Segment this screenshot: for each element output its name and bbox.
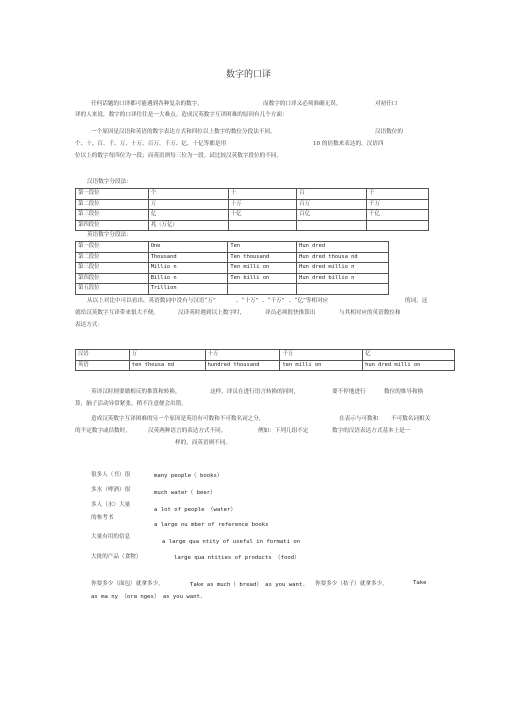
- page-title: 数字的口译: [226, 70, 272, 80]
- compare-line-1b: 、“十万”: [236, 298, 259, 304]
- para2-line-4a: 的不定数字或估数时，: [75, 428, 131, 434]
- example-cn-1: 很多人（书）很: [91, 472, 131, 478]
- compare-line-1e: 的词，这: [405, 298, 428, 304]
- example-en-3: a lot of people （water）: [154, 507, 236, 513]
- final-line-1d: Take: [413, 580, 427, 586]
- intro-line-1c: 对初任口: [375, 101, 398, 107]
- para2-line-1b: 这样，译员在进行语言转换的同时，: [210, 389, 300, 395]
- compare-line-2b: 汉译英时遇到以上数字时，: [178, 310, 246, 316]
- en-segment-table: [75, 241, 389, 295]
- intro-line-3b: 汉语数位的: [375, 129, 403, 135]
- intro-line-3a: 一个原因是汉语和英语的数字表达方式和四位以上数字的数位分段法不同。: [91, 129, 276, 135]
- table-row: 第四段位 兆（万亿）: [76, 220, 429, 231]
- compare-line-2c: 译员必须很快推算出: [265, 310, 316, 316]
- table-row: 第三段位 Millio n Ten milli on Hun dred millio n: [76, 263, 389, 274]
- example-cn-4: 的参考书: [91, 515, 114, 521]
- para2-line-3a: 造成汉英数字互译困难的另一个原因是英语有可数和不可数名词之分，: [91, 416, 265, 422]
- para2-line-2: 算，脑子活动异常紧张，稍不注意便会出错。: [75, 401, 187, 407]
- compare-line-1c: 、“千万”: [262, 298, 285, 304]
- example-en-4: a large nu mber of reference books: [154, 522, 269, 528]
- para2-line-4d: 数字的汉语表达方式基本上是一: [332, 428, 411, 434]
- compare-line-3: 表达方式：: [75, 322, 103, 328]
- final-line-2: as ma ny （ora nges） as you want.: [91, 594, 204, 600]
- para2-line-1d: 数位的推导和换: [384, 389, 424, 395]
- intro-line-4b: 10 的倍数来表达的。汉语四: [313, 141, 384, 147]
- compare-line-1d: 、“亿”等相对应: [289, 298, 329, 304]
- intro-line-4a: 个、十、百、千、万、十万、百万、千万、亿、十亿等都是用: [75, 141, 227, 147]
- example-cn-6: 大批的产品（食物）: [91, 554, 142, 560]
- example-en-5: a large qua ntity of useful in formati on: [162, 539, 301, 545]
- para2-line-3b: 在表示与可数和: [339, 416, 379, 422]
- intro-line-1a: 任何话题的口译都可能遇到各种复杂的数字。: [91, 101, 203, 107]
- final-line-1c: 你要多少（桔子）就拿多少。: [315, 581, 388, 587]
- intro-line-2: 译的人来说，数字的口译往往是一大难点。造成汉英数字互译困难的原因有几个方面：: [75, 112, 288, 118]
- table-row: 第三段位 亿 十亿 百亿 千亿: [76, 210, 429, 221]
- para2-line-4c: 例如：下列几组不定: [258, 428, 309, 434]
- table-row: 第一段位 One Ten Hun dred: [76, 242, 389, 253]
- table-row: 第四段位 Billio n Ten billi on Hun dred billio n: [76, 273, 389, 284]
- example-en-6: large qua ntities of products （food）: [174, 555, 300, 561]
- example-cn-3: 多人（水）大量: [91, 502, 131, 508]
- cn-segment-table: [75, 188, 429, 231]
- table-row: 第二段位 万 十万 百万 千万: [76, 199, 429, 210]
- compare-line-2a: 就给汉英数字互译带来很大不便。: [75, 310, 159, 316]
- en-table-caption: 英语数字分段法：: [87, 232, 132, 238]
- final-line-1b: Take as much（ bread） as you want.: [190, 582, 306, 588]
- final-line-1a: 你要多少（面包）就拿多少。: [91, 581, 164, 587]
- para2-line-3c: 不可数名词相关: [391, 416, 431, 422]
- table-row: 第五段位 Trillion: [76, 284, 389, 295]
- table-row: 汉语 万 十万 千万 亿: [76, 350, 455, 361]
- example-cn-5: 大量有用的信息: [91, 534, 131, 540]
- para2-line-5: 样的，而英语则不同。: [175, 440, 231, 446]
- compare-line-1a: 从以上对比中可以看出，英语数词中没有与汉语“万”: [87, 298, 216, 304]
- example-en-2: much water（ beer）: [154, 490, 216, 496]
- para2-line-1a: 英译汉时则要做相反的推算和转换。: [91, 389, 181, 395]
- compare-line-2d: 与其相对应的英语数位和: [339, 310, 401, 316]
- table-row: 第一段位 个 十 百 千: [76, 189, 429, 200]
- intro-line-5: 位以上的数字每四位为一段；而英语则每三位为一段。试比较汉英数字段位的不同。: [75, 153, 282, 159]
- cn-table-caption: 汉语数字分段法：: [87, 179, 132, 185]
- table-row: 第二段位 Thousand Ten thousand Hun dred thousa nd: [76, 252, 389, 263]
- example-cn-2: 多水（啤酒）很: [91, 487, 131, 493]
- para2-line-1c: 要不停地进行: [332, 389, 366, 395]
- para2-line-4b: 汉英两种语言的表达方式不同。: [148, 428, 227, 434]
- compare-table: [75, 349, 455, 371]
- table-row: 英语 ten thousa nd hundred thousand ten milli on hun dred milli on: [76, 360, 455, 371]
- intro-line-1b: 而数字的口译又必须准确无误。: [263, 101, 342, 107]
- example-en-1: many people（ books）: [154, 473, 223, 479]
